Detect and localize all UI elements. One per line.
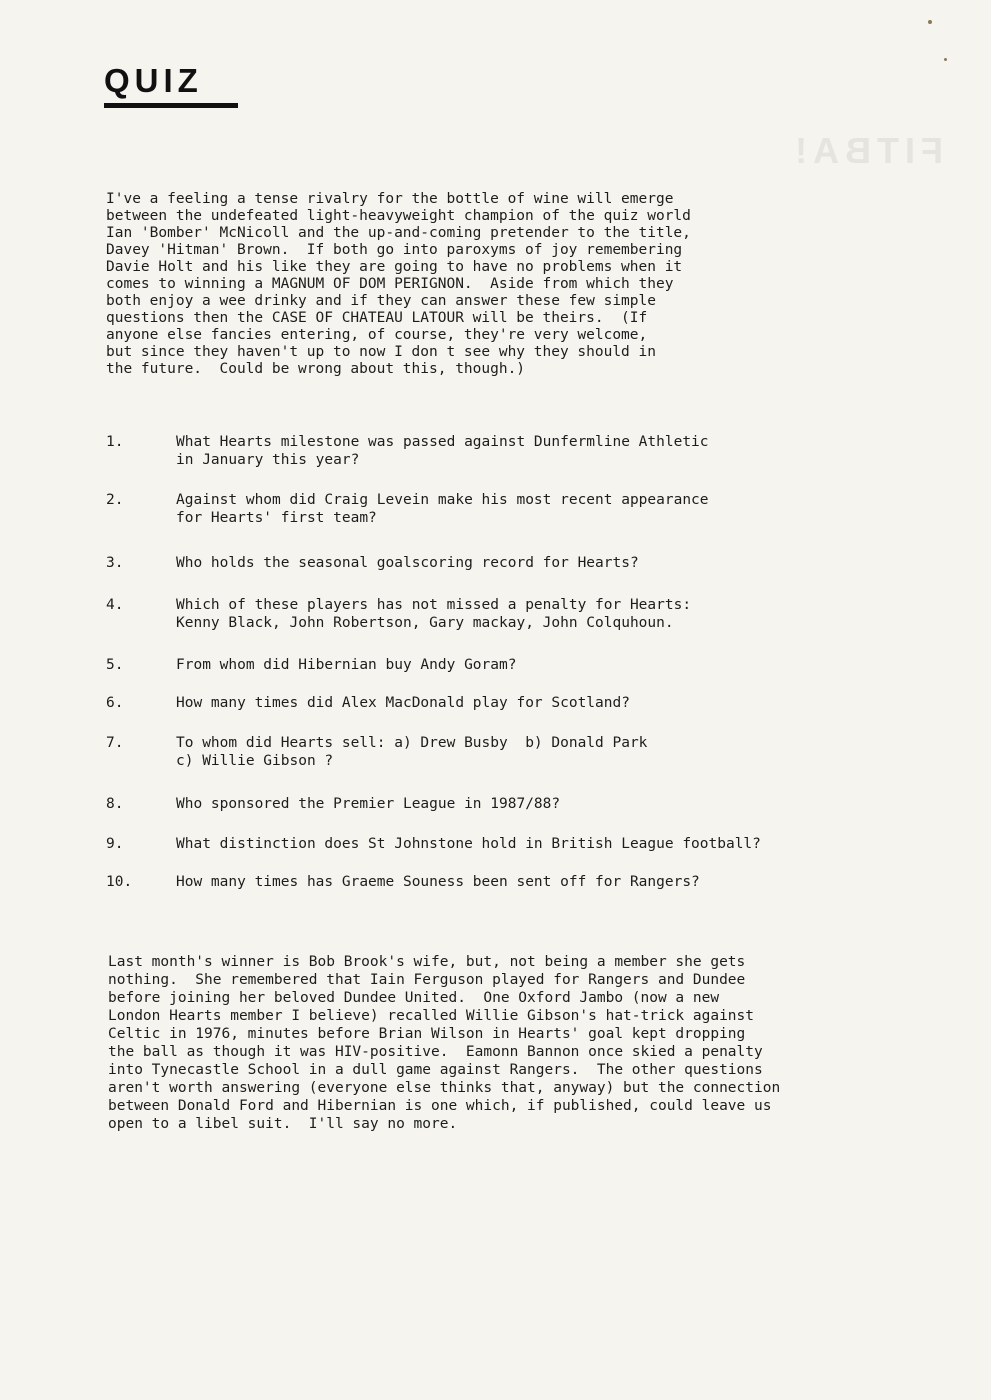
paper-speck (928, 20, 932, 24)
question-number: 4. (106, 597, 124, 613)
question-text: What distinction does St Johnstone hold in British League football? (176, 836, 761, 852)
question-text: What Hearts milestone was passed against Dunfermline Athletic in January this year? (176, 434, 709, 468)
show-through-heading: FITBA! (789, 130, 943, 171)
question-text: How many times has Graeme Souness been sent off for Rangers? (176, 874, 700, 890)
question-number: 9. (106, 836, 124, 852)
question-number: 6. (106, 695, 124, 711)
question-text: Who holds the seasonal goalscoring record for Hearts? (176, 555, 639, 571)
title-underline (104, 103, 238, 108)
paper-speck (944, 58, 947, 61)
question-text: How many times did Alex MacDonald play for Scotland? (176, 695, 630, 711)
question-number: 8. (106, 796, 124, 812)
question-number: 2. (106, 492, 124, 508)
question-text: Against whom did Craig Levein make his most recent appearance for Hearts' first team? (176, 492, 709, 526)
intro-paragraph: I've a feeling a tense rivalry for the bottle of wine will emerge between the undefeated light-heavyweight champion of the quiz world Ian 'Bomber' McNicoll and the up-and-coming pretender to the title, Davey 'Hitman' Brown. If both go into paroxyms of joy remembering Davie Holt and his like they are going to have no problems when it comes to winning a MAGNUM OF DOM PERIGNON. Aside from which they both enjoy a wee drinky and if they can answer these few simple questions then the CASE OF CHATEAU LATOUR will be theirs. (If anyone else fancies entering, of course, they're very welcome, but since they haven't up to now I don t see why they should in the future. Could be wrong about this, though.) (106, 191, 691, 377)
question-text: To whom did Hearts sell: a) Drew Busby b) Donald Park c) Willie Gibson ? (176, 735, 648, 769)
question-number: 1. (106, 434, 124, 450)
winner-paragraph: Last month's winner is Bob Brook's wife, but, not being a member she gets nothing. She remembered that Iain Ferguson played for Rangers and Dundee before joining her beloved Dundee United. One Oxford Jambo (now a new London Hearts member I believe) recalled Willie Gibson's hat-trick against Celtic in 1976, minutes before Brian Wilson in Hearts' goal kept dropping the ball as though it was HIV-positive. Eamonn Bannon once skied a penalty into Tynecastle School in a dull game against Rangers. The other questions aren't worth answering (everyone else thinks that, anyway) but the connection between Donald Ford and Hibernian is one which, if published, could leave us open to a libel suit. I'll say no more. (108, 954, 781, 1132)
question-text: Who sponsored the Premier League in 1987/88? (176, 796, 561, 812)
question-number: 7. (106, 735, 124, 751)
question-text: From whom did Hibernian buy Andy Goram? (176, 657, 517, 673)
question-number: 10. (106, 874, 133, 890)
question-text: Which of these players has not missed a penalty for Hearts: Kenny Black, John Robertson, Gary mackay, John Colquhoun. (176, 597, 692, 631)
question-number: 5. (106, 657, 124, 673)
question-number: 3. (106, 555, 124, 571)
page-title: QUIZ (104, 62, 203, 99)
